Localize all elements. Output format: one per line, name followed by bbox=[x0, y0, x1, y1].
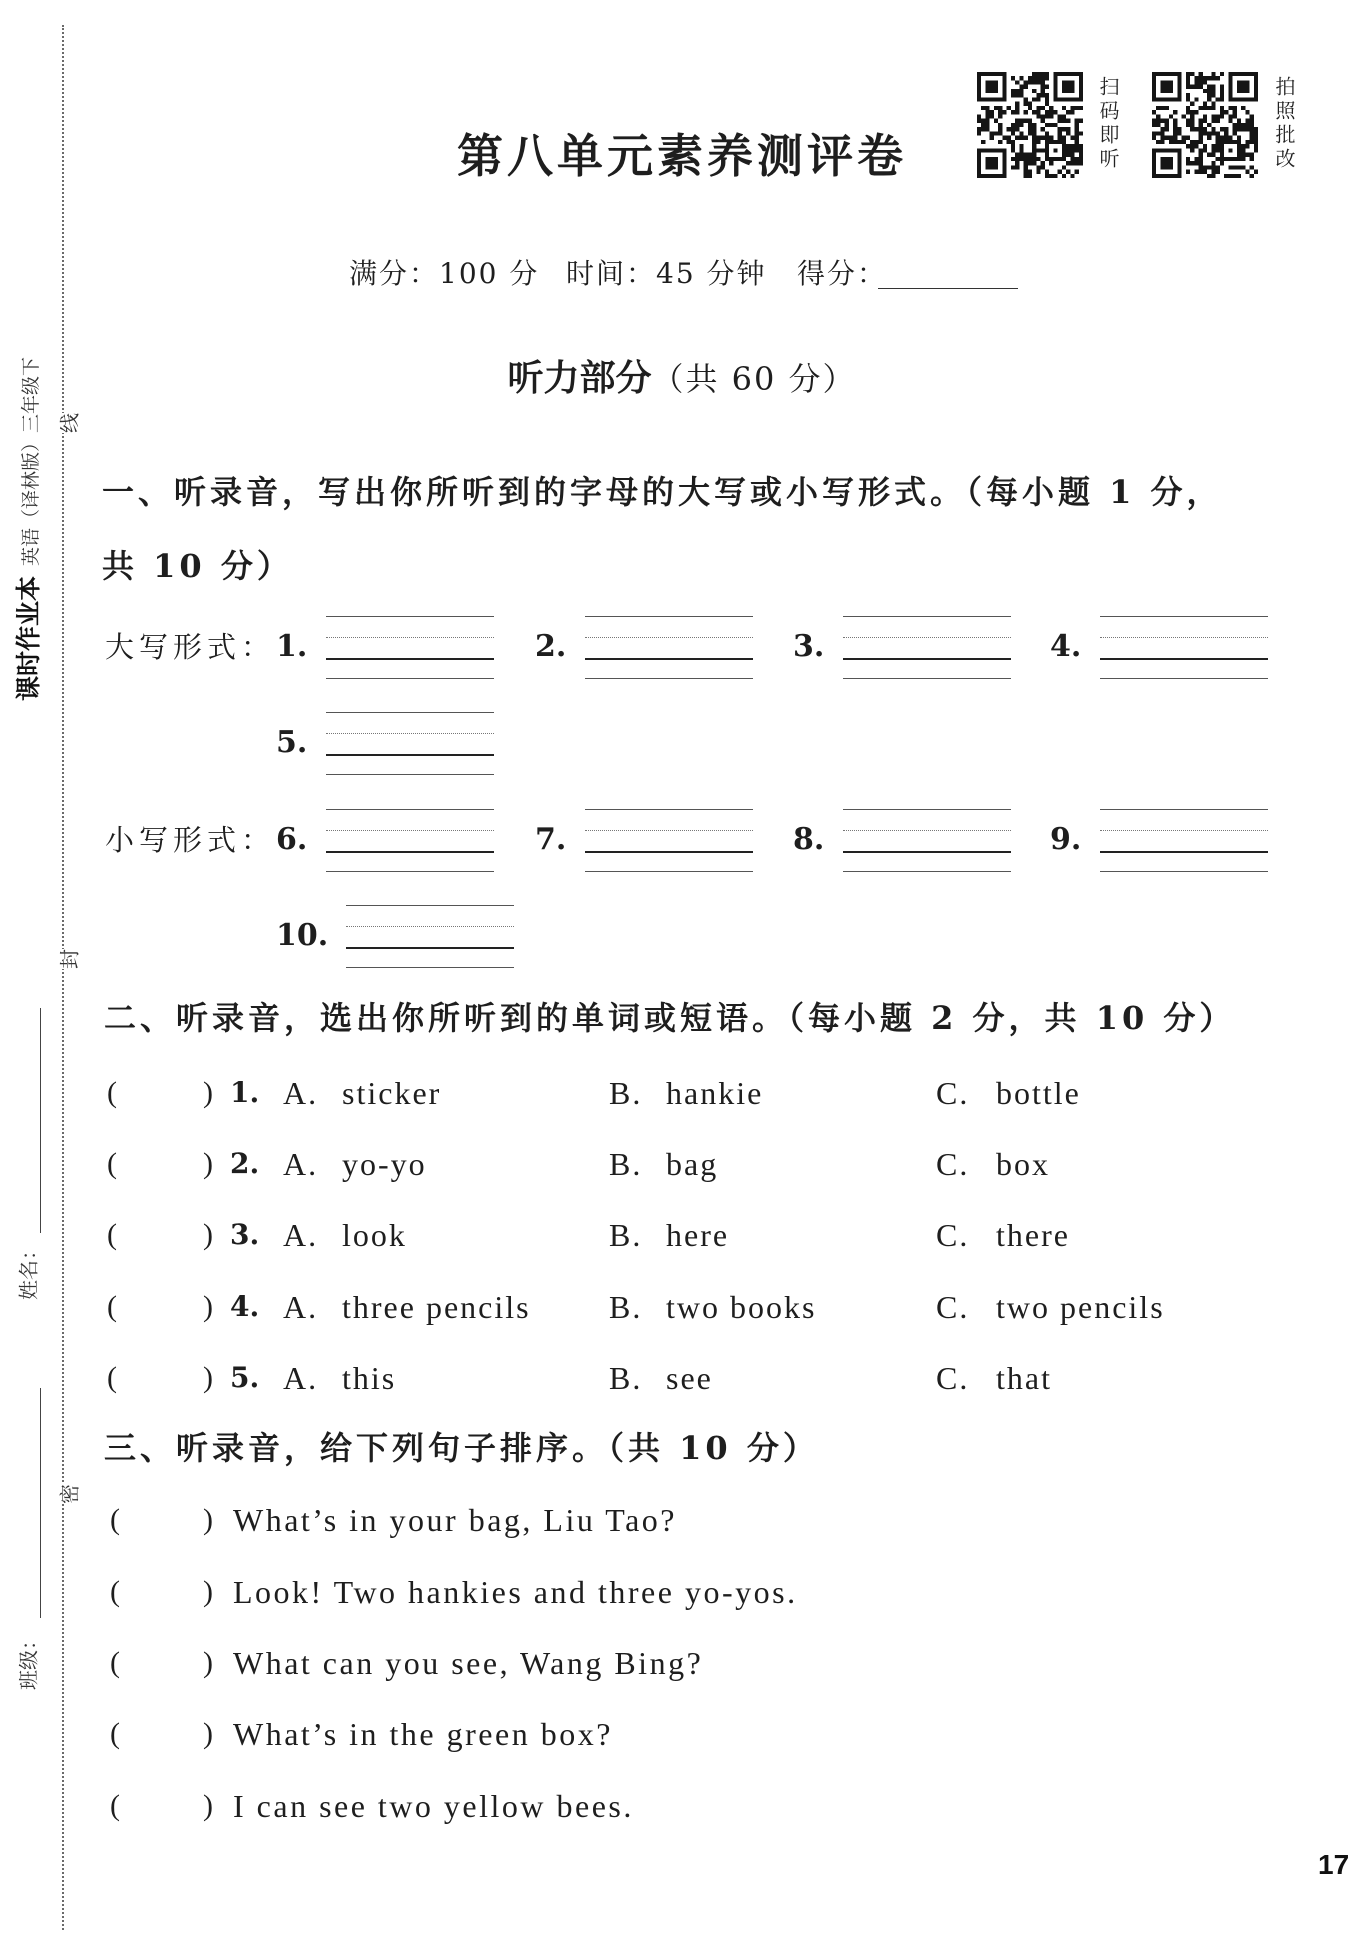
sentence-text: What can you see, Wang Bing? bbox=[233, 1645, 704, 1681]
lowercase-label: 小写形式： bbox=[105, 823, 276, 857]
sentence-text: What’s in the green box? bbox=[233, 1716, 613, 1752]
book-edition: 英语（译林版）三年级下 bbox=[20, 356, 42, 566]
option-letter-b: B. bbox=[609, 1075, 643, 1111]
writing-grid-1 bbox=[326, 616, 494, 678]
grid-line bbox=[843, 830, 1011, 831]
option-letter-c: C. bbox=[936, 1075, 970, 1111]
writing-grid-8 bbox=[843, 809, 1011, 871]
writing-grid-7 bbox=[585, 809, 753, 871]
question-number: 2. bbox=[230, 1147, 260, 1180]
grid-line bbox=[1100, 809, 1268, 810]
writing-grid-4 bbox=[1100, 616, 1268, 678]
grid-line bbox=[843, 658, 1011, 660]
answer-paren-open: ( bbox=[107, 1218, 117, 1251]
time-limit: 时间：45 分钟 bbox=[566, 257, 767, 290]
choice-question-1 bbox=[0, 1073, 1350, 1113]
grid-line bbox=[326, 851, 494, 853]
part-title bbox=[432, 356, 932, 408]
option-text-b: see bbox=[666, 1360, 713, 1396]
grid-line bbox=[326, 733, 494, 734]
writing-grid-3 bbox=[843, 616, 1011, 678]
name-label: 姓名： bbox=[13, 1240, 42, 1300]
option-text-b: bag bbox=[666, 1146, 719, 1182]
seal-char-seal: 封 bbox=[52, 949, 85, 969]
option-letter-b: B. bbox=[609, 1146, 643, 1182]
writing-grid-2 bbox=[585, 616, 753, 678]
grid-line bbox=[346, 905, 514, 906]
item-number-3: 3. bbox=[793, 629, 825, 664]
grid-line bbox=[843, 616, 1011, 617]
option-text-a: three pencils bbox=[342, 1289, 531, 1325]
answer-paren-open: ( bbox=[110, 1503, 120, 1536]
grid-line bbox=[326, 871, 494, 872]
grid-line bbox=[585, 658, 753, 660]
option-letter-a: A. bbox=[283, 1289, 319, 1325]
ordering-sentence-4 bbox=[0, 1714, 1350, 1754]
answer-paren-close: ) bbox=[203, 1290, 213, 1323]
score-label: 得分： bbox=[797, 257, 888, 290]
grid-line bbox=[326, 712, 494, 713]
qr-correct-label: 拍照批改 bbox=[1272, 76, 1296, 172]
grid-line bbox=[843, 871, 1011, 872]
answer-paren-open: ( bbox=[107, 1147, 117, 1180]
item-number-9: 9. bbox=[1050, 822, 1082, 857]
grid-line bbox=[585, 871, 753, 872]
grid-line bbox=[585, 830, 753, 831]
option-letter-a: A. bbox=[283, 1217, 319, 1253]
answer-paren-close: ) bbox=[203, 1218, 213, 1251]
sentence-text: Look! Two hankies and three yo-yos. bbox=[233, 1574, 798, 1610]
grid-line bbox=[843, 851, 1011, 853]
option-letter-a: A. bbox=[283, 1075, 319, 1111]
name-blank-line bbox=[40, 1008, 41, 1233]
option-text-b: here bbox=[666, 1217, 730, 1253]
grid-line bbox=[326, 658, 494, 660]
grid-line bbox=[1100, 830, 1268, 831]
grid-line bbox=[326, 616, 494, 617]
ordering-sentence-2 bbox=[0, 1572, 1350, 1612]
answer-paren-close: ) bbox=[203, 1789, 213, 1822]
answer-paren-open: ( bbox=[107, 1361, 117, 1394]
answer-paren-open: ( bbox=[107, 1076, 117, 1109]
sentence-text: What’s in your bag, Liu Tao? bbox=[233, 1502, 677, 1538]
uppercase-label: 大写形式： bbox=[105, 630, 276, 664]
item-number-6: 6. bbox=[276, 822, 308, 857]
answer-paren-close: ) bbox=[203, 1575, 213, 1608]
option-text-a: yo-yo bbox=[342, 1146, 427, 1182]
choice-question-5 bbox=[0, 1358, 1350, 1398]
answer-paren-close: ) bbox=[203, 1717, 213, 1750]
item-number-8: 8. bbox=[793, 822, 825, 857]
grid-line bbox=[326, 830, 494, 831]
grid-line bbox=[585, 851, 753, 853]
ordering-sentence-3 bbox=[0, 1643, 1350, 1683]
question-number: 3. bbox=[230, 1218, 260, 1251]
writing-grid-5 bbox=[326, 712, 494, 774]
part-title-main: 听力部分 bbox=[507, 358, 652, 399]
ordering-sentence-1 bbox=[0, 1500, 1350, 1540]
seal-char-secret: 密 bbox=[52, 1484, 85, 1504]
qr-listen-label: 扫码即听 bbox=[1096, 76, 1120, 172]
page-number: 17 bbox=[1318, 1849, 1350, 1880]
option-text-b: hankie bbox=[666, 1075, 764, 1111]
grid-line bbox=[585, 637, 753, 638]
grid-line bbox=[1100, 851, 1268, 853]
writing-grid-9 bbox=[1100, 809, 1268, 871]
item-number-1: 1. bbox=[276, 629, 308, 664]
writing-grid-10 bbox=[346, 905, 514, 967]
section1-title-line2: 共 10 分） bbox=[102, 547, 293, 585]
answer-paren-open: ( bbox=[110, 1575, 120, 1608]
option-letter-b: B. bbox=[609, 1217, 643, 1253]
grid-line bbox=[346, 967, 514, 968]
item-number-7: 7. bbox=[535, 822, 567, 857]
answer-paren-close: ) bbox=[203, 1147, 213, 1180]
item-number-4: 4. bbox=[1050, 629, 1082, 664]
option-text-c: there bbox=[996, 1217, 1070, 1253]
writing-grid-6 bbox=[326, 809, 494, 871]
section2-title: 二、听录音，选出你所听到的单词或短语。（每小题 2 分，共 10 分） bbox=[104, 999, 1236, 1037]
item-number-2: 2. bbox=[535, 629, 567, 664]
class-label: 班级： bbox=[13, 1630, 42, 1690]
qr-code-listen-icon bbox=[977, 72, 1083, 178]
option-text-c: box bbox=[996, 1146, 1050, 1182]
option-letter-b: B. bbox=[609, 1289, 643, 1325]
answer-paren-open: ( bbox=[110, 1789, 120, 1822]
qr-code-correct-icon bbox=[1152, 72, 1258, 178]
grid-line bbox=[843, 809, 1011, 810]
question-number: 5. bbox=[230, 1361, 260, 1394]
seal-char-line: 线 bbox=[52, 413, 85, 433]
answer-paren-close: ) bbox=[203, 1361, 213, 1394]
grid-line bbox=[326, 774, 494, 775]
page-title: 第八单元素养测评卷 bbox=[457, 129, 907, 183]
answer-paren-close: ) bbox=[203, 1076, 213, 1109]
option-text-c: bottle bbox=[996, 1075, 1081, 1111]
option-letter-c: C. bbox=[936, 1217, 970, 1253]
grid-line bbox=[1100, 616, 1268, 617]
section3-title: 三、听录音，给下列句子排序。（共 10 分） bbox=[104, 1429, 819, 1467]
choice-question-2 bbox=[0, 1144, 1350, 1184]
grid-line bbox=[1100, 871, 1268, 872]
option-text-a: look bbox=[342, 1217, 407, 1253]
option-letter-c: C. bbox=[936, 1289, 970, 1325]
question-number: 4. bbox=[230, 1290, 260, 1323]
option-text-c: that bbox=[996, 1360, 1052, 1396]
choice-question-3 bbox=[0, 1215, 1350, 1255]
full-score: 满分：100 分 bbox=[349, 257, 540, 290]
option-letter-b: B. bbox=[609, 1360, 643, 1396]
item-number-10: 10. bbox=[276, 918, 329, 953]
option-letter-a: A. bbox=[283, 1360, 319, 1396]
grid-line bbox=[843, 637, 1011, 638]
part-title-points: （共 60 分） bbox=[651, 360, 857, 398]
option-letter-a: A. bbox=[283, 1146, 319, 1182]
section1-title-line1: 一、听录音，写出你所听到的字母的大写或小写形式。（每小题 1 分， bbox=[102, 473, 1223, 511]
book-header-vertical bbox=[9, 357, 45, 701]
option-text-b: two books bbox=[666, 1289, 817, 1325]
grid-line bbox=[585, 678, 753, 679]
option-text-c: two pencils bbox=[996, 1289, 1165, 1325]
grid-line bbox=[326, 637, 494, 638]
grid-line bbox=[1100, 678, 1268, 679]
ordering-sentence-5 bbox=[0, 1786, 1350, 1826]
book-name: 课时作业本 bbox=[14, 576, 43, 702]
option-text-a: sticker bbox=[342, 1075, 442, 1111]
choice-question-4 bbox=[0, 1287, 1350, 1327]
option-letter-c: C. bbox=[936, 1146, 970, 1182]
grid-line bbox=[1100, 637, 1268, 638]
grid-line bbox=[326, 754, 494, 756]
grid-line bbox=[843, 678, 1011, 679]
grid-line bbox=[326, 809, 494, 810]
question-number: 1. bbox=[230, 1076, 260, 1109]
item-number-5: 5. bbox=[276, 725, 308, 760]
grid-line bbox=[585, 809, 753, 810]
answer-paren-open: ( bbox=[107, 1290, 117, 1323]
sentence-text: I can see two yellow bees. bbox=[233, 1788, 634, 1824]
option-text-a: this bbox=[342, 1360, 397, 1396]
grid-line bbox=[585, 616, 753, 617]
option-letter-c: C. bbox=[936, 1360, 970, 1396]
grid-line bbox=[326, 678, 494, 679]
grid-line bbox=[346, 947, 514, 949]
answer-paren-close: ) bbox=[203, 1503, 213, 1536]
answer-paren-open: ( bbox=[110, 1646, 120, 1679]
grid-line bbox=[1100, 658, 1268, 660]
answer-paren-open: ( bbox=[110, 1717, 120, 1750]
grid-line bbox=[346, 926, 514, 927]
answer-paren-close: ) bbox=[203, 1646, 213, 1679]
score-blank-line bbox=[878, 288, 1018, 289]
